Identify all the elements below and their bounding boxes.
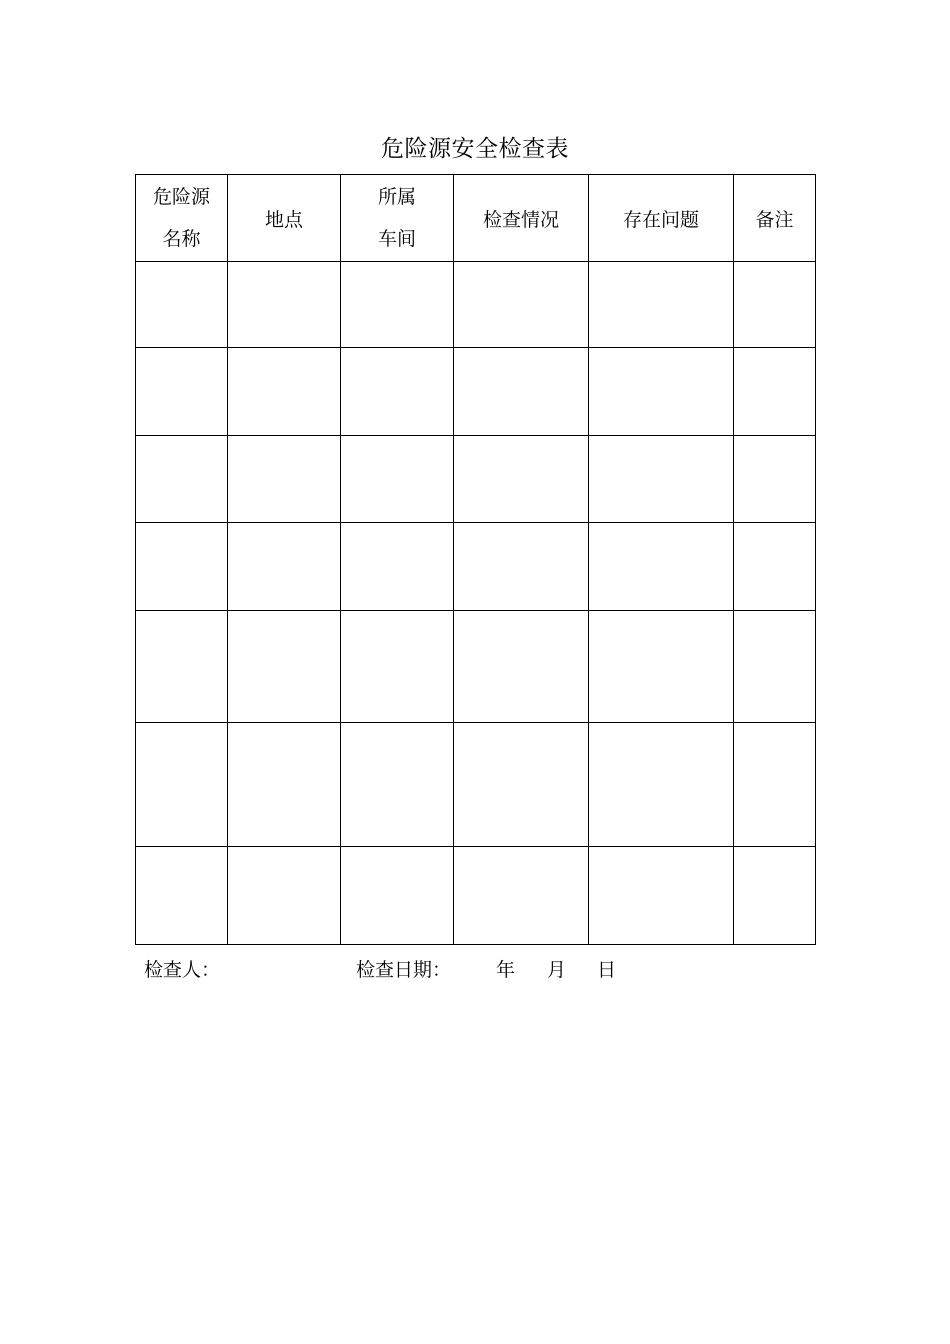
date-year-label: 年	[496, 959, 516, 981]
cell-existing-problems[interactable]	[589, 723, 734, 847]
header-inspection-status: 检查情况	[454, 175, 589, 262]
cell-workshop[interactable]	[341, 847, 454, 945]
cell-location[interactable]	[228, 348, 341, 436]
hazard-inspection-table	[135, 174, 816, 945]
table-row	[136, 611, 816, 723]
cell-workshop[interactable]	[341, 611, 454, 723]
cell-remarks[interactable]	[734, 436, 816, 523]
header-hazard-name-line-1: 危险源	[152, 186, 210, 208]
cell-existing-problems[interactable]	[589, 262, 734, 348]
header-hazard-name-line-2: 名称	[162, 228, 201, 250]
cell-location[interactable]	[228, 262, 341, 348]
table-header-row	[136, 175, 816, 262]
table-row	[136, 847, 816, 945]
inspector-label: 检查人：	[144, 959, 221, 981]
cell-inspection-status[interactable]	[454, 523, 589, 611]
cell-workshop[interactable]	[341, 723, 454, 847]
cell-inspection-status[interactable]	[454, 723, 589, 847]
table-row	[136, 523, 816, 611]
cell-hazard-name[interactable]	[136, 436, 228, 523]
cell-remarks[interactable]	[734, 523, 816, 611]
header-existing-problems: 存在问题	[589, 175, 734, 262]
cell-existing-problems[interactable]	[589, 611, 734, 723]
cell-existing-problems[interactable]	[589, 436, 734, 523]
cell-location[interactable]	[228, 436, 341, 523]
cell-hazard-name[interactable]	[136, 723, 228, 847]
cell-location[interactable]	[228, 723, 341, 847]
cell-inspection-status[interactable]	[454, 436, 589, 523]
date-month-label: 月	[547, 959, 567, 981]
cell-hazard-name[interactable]	[136, 847, 228, 945]
header-workshop	[341, 175, 454, 262]
cell-existing-problems[interactable]	[589, 847, 734, 945]
cell-hazard-name[interactable]	[136, 611, 228, 723]
header-location: 地点	[228, 175, 341, 262]
header-workshop-line-2: 车间	[377, 228, 416, 250]
header-remarks: 备注	[734, 175, 816, 262]
table-row	[136, 348, 816, 436]
document-title: 危险源安全检查表	[381, 136, 569, 162]
header-hazard-name	[136, 175, 228, 262]
table-row	[136, 723, 816, 847]
date-day-label: 日	[597, 959, 617, 981]
cell-workshop[interactable]	[341, 436, 454, 523]
cell-existing-problems[interactable]	[589, 348, 734, 436]
cell-inspection-status[interactable]	[454, 348, 589, 436]
cell-inspection-status[interactable]	[454, 262, 589, 348]
cell-location[interactable]	[228, 523, 341, 611]
cell-hazard-name[interactable]	[136, 262, 228, 348]
cell-inspection-status[interactable]	[454, 847, 589, 945]
cell-workshop[interactable]	[341, 348, 454, 436]
cell-remarks[interactable]	[734, 847, 816, 945]
cell-workshop[interactable]	[341, 523, 454, 611]
inspection-date-label: 检查日期：	[356, 959, 452, 981]
table-row	[136, 436, 816, 523]
cell-location[interactable]	[228, 847, 341, 945]
cell-remarks[interactable]	[734, 723, 816, 847]
cell-remarks[interactable]	[734, 262, 816, 348]
cell-existing-problems[interactable]	[589, 523, 734, 611]
cell-location[interactable]	[228, 611, 341, 723]
cell-hazard-name[interactable]	[136, 348, 228, 436]
cell-inspection-status[interactable]	[454, 611, 589, 723]
header-workshop-line-1: 所属	[377, 186, 416, 208]
table-row	[136, 262, 816, 348]
cell-hazard-name[interactable]	[136, 523, 228, 611]
cell-workshop[interactable]	[341, 262, 454, 348]
cell-remarks[interactable]	[734, 611, 816, 723]
cell-remarks[interactable]	[734, 348, 816, 436]
